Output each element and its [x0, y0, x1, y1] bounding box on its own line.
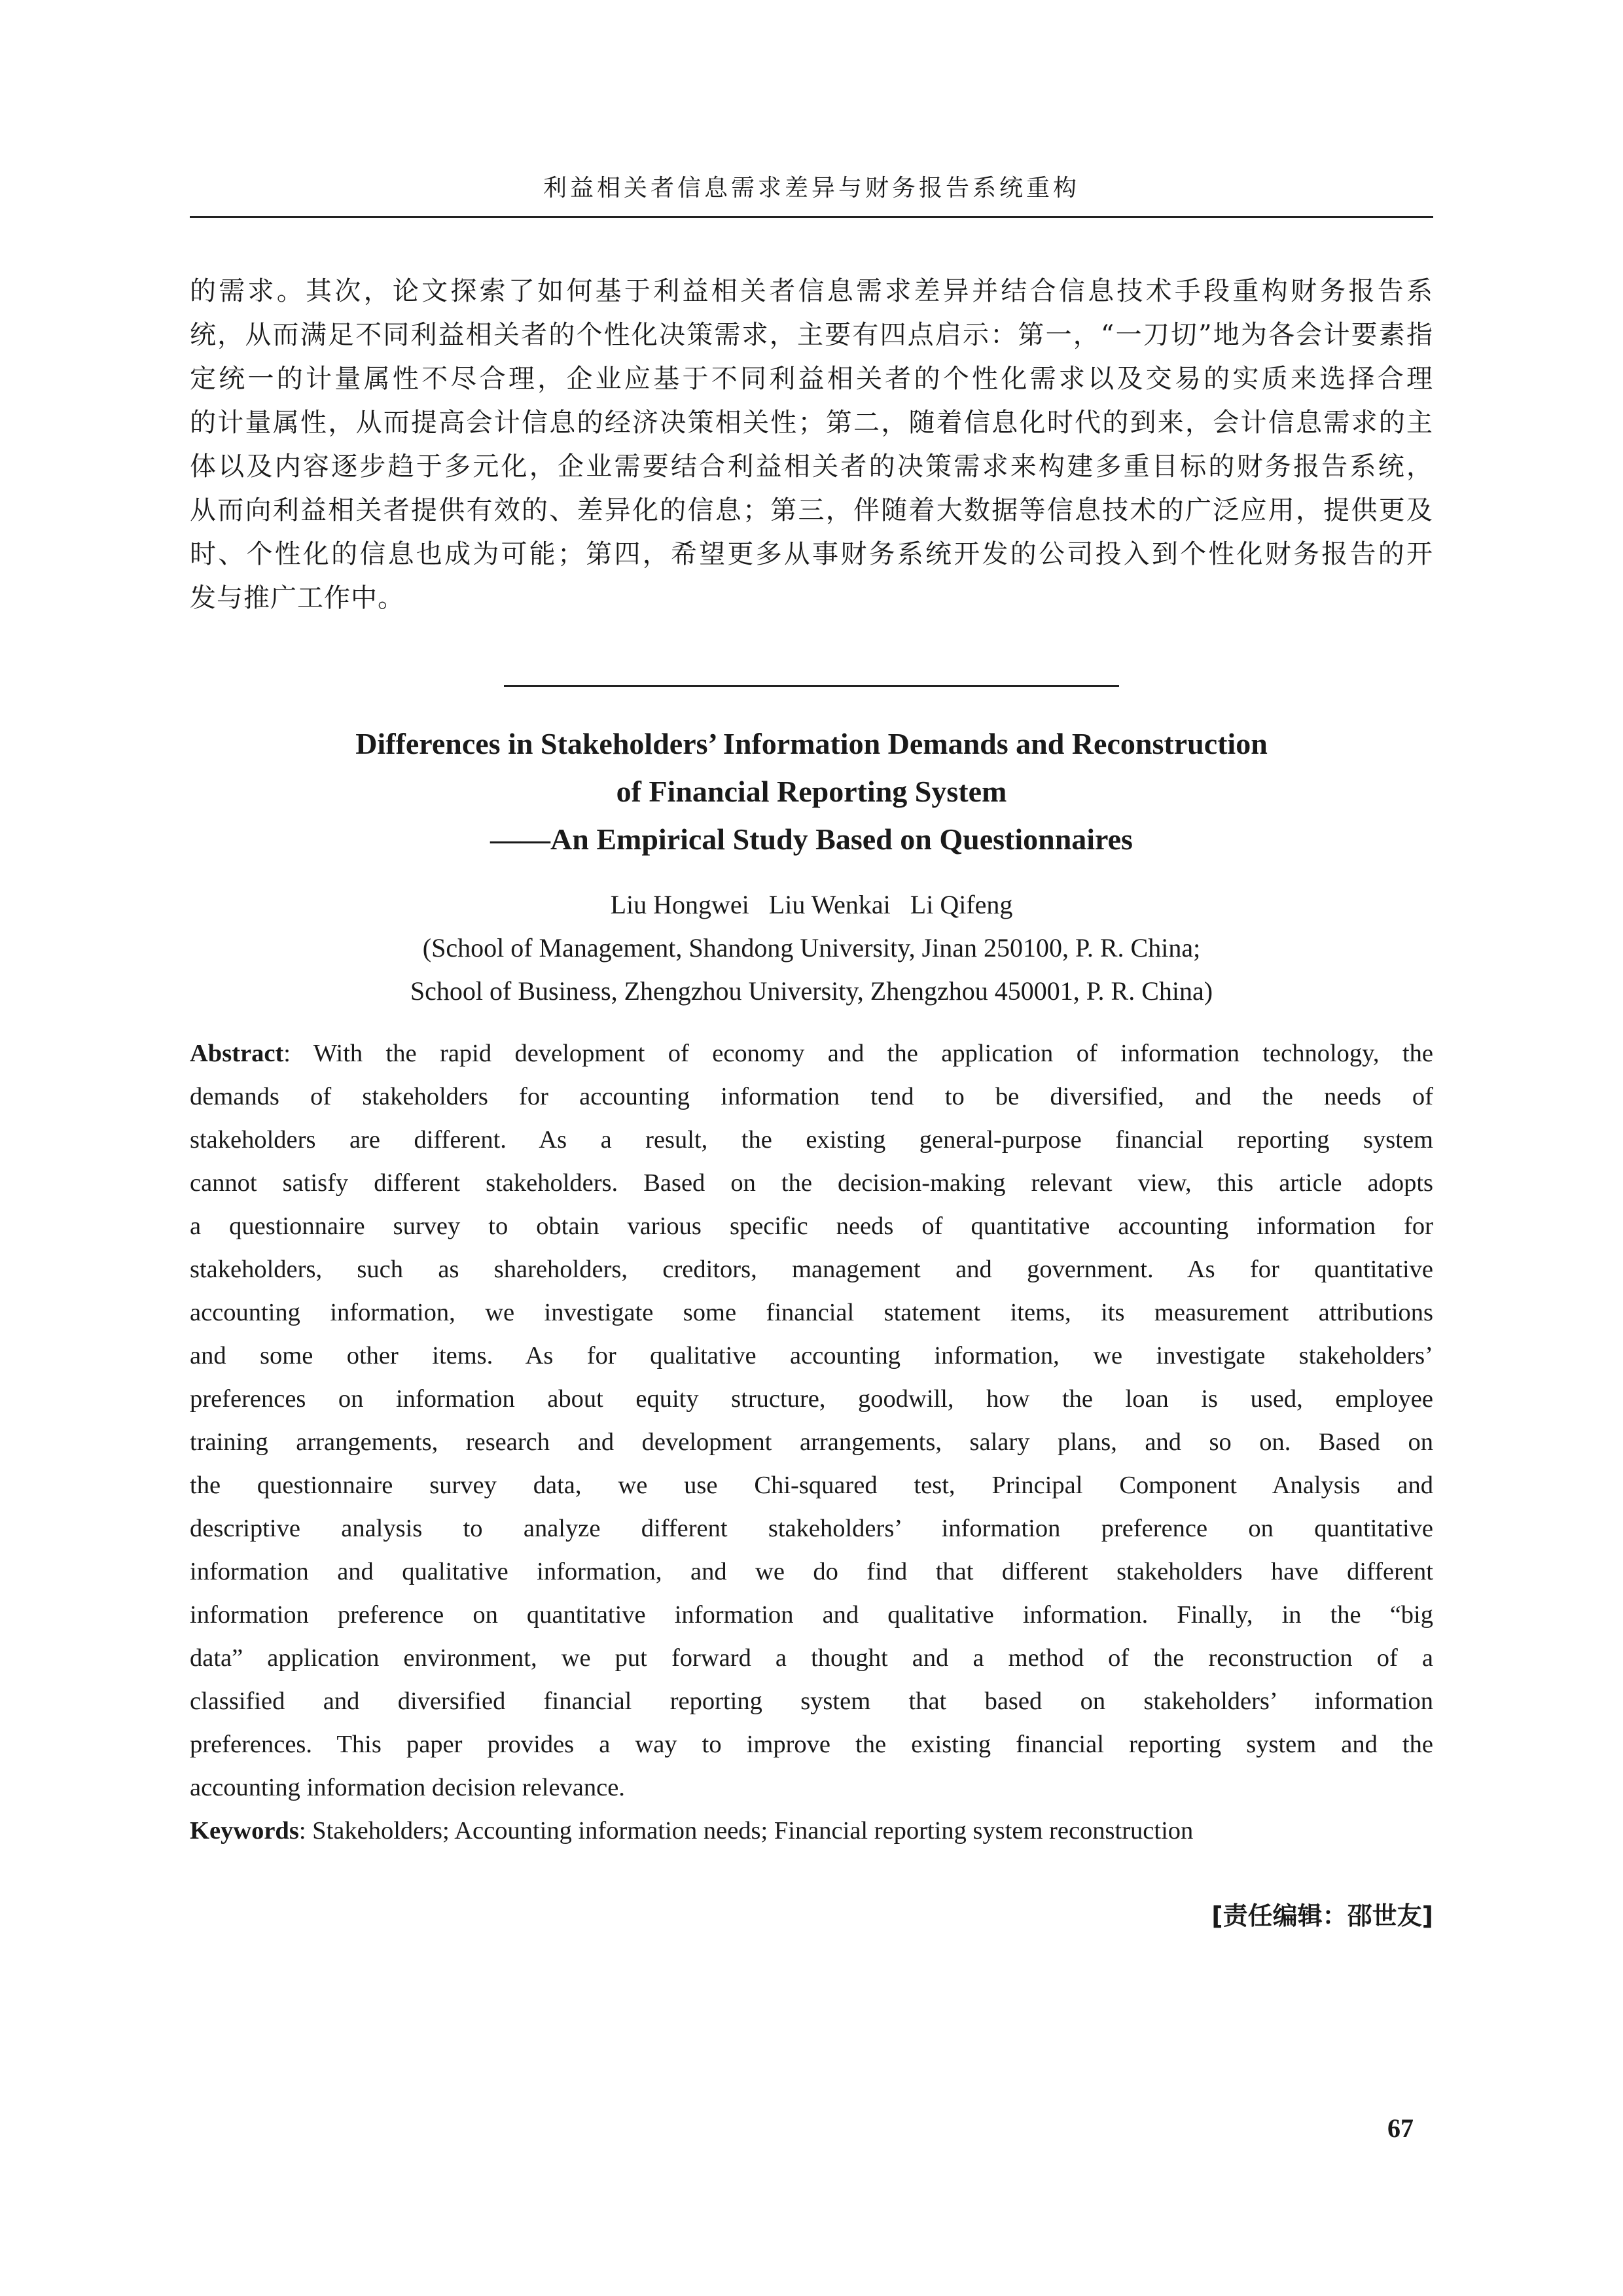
abstract-line: preferences. This paper provides a way to improve the existing financial reporting system and the	[190, 1731, 1433, 1758]
chinese-paragraph-line: 发与推广工作中。	[190, 583, 404, 613]
abstract-line: stakeholders, such as shareholders, creditors, management and government. As for quantitative	[190, 1256, 1433, 1283]
header-rule	[190, 216, 1433, 218]
chinese-paragraph-line: 时、个性化的信息也成为可能；第四，希望更多从事财务系统开发的公司投入到个性化财务报告的开	[190, 539, 1433, 569]
abstract-line: data” application environment, we put forward a thought and a method of the reconstruction of a	[190, 1644, 1433, 1672]
page-number: 67	[1387, 2113, 1414, 2143]
author-names: Liu Hongwei Liu Wenkai Li Qifeng	[610, 890, 1013, 919]
abstract-line: demands of stakeholders for accounting information tend to be diversified, and the needs of	[190, 1083, 1433, 1110]
affiliation-line: (School of Management, Shandong University, Jinan 250100, P. R. China;	[422, 933, 1201, 963]
keywords-text: Stakeholders; Accounting information needs; Financial reporting system reconstruction	[312, 1817, 1194, 1845]
abstract-line: information and qualitative information, and we do find that different stakeholders have different	[190, 1558, 1433, 1585]
chinese-paragraph-line: 的需求。其次，论文探索了如何基于利益相关者信息需求差异并结合信息技术手段重构财务报告系	[190, 276, 1433, 306]
abstract-line: preferences on information about equity structure, goodwill, how the loan is used, employee	[190, 1385, 1433, 1413]
english-subtitle: ——An Empirical Study Based on Questionnaires	[490, 822, 1133, 856]
abstract-line: a questionnaire survey to obtain various specific needs of quantitative accounting information for	[190, 1212, 1433, 1240]
keywords-label-separator: :	[298, 1817, 313, 1845]
keywords-label: Keywords	[190, 1817, 299, 1845]
chinese-paragraph-line: 的计量属性，从而提高会计信息的经济决策相关性；第二，随着信息化时代的到来，会计信息需求的主	[190, 408, 1433, 438]
english-title-line: of Financial Reporting System	[616, 775, 1007, 808]
abstract-line: classified and diversified financial reporting system that based on stakeholders’ information	[190, 1687, 1433, 1715]
abstract-label-separator: :	[283, 1040, 313, 1067]
author-block	[190, 883, 1433, 1013]
chinese-paragraph-line: 体以及内容逐步趋于多元化，企业需要结合利益相关者的决策需求来构建多重目标的财务报告系统，	[190, 451, 1433, 482]
abstract-line: descriptive analysis to analyze different stakeholders’ information preference on quantitative	[190, 1515, 1433, 1542]
keywords-line	[190, 1809, 1433, 1852]
section-divider	[504, 685, 1119, 687]
abstract-line: cannot satisfy different stakeholders. Based on the decision-making relevant view, this article adopts	[190, 1169, 1433, 1197]
chinese-paragraph	[190, 270, 1433, 620]
abstract-line	[190, 1032, 1433, 1075]
chinese-paragraph-line: 定统一的计量属性不尽合理，企业应基于不同利益相关者的个性化需求以及交易的实质来选择合理	[190, 364, 1433, 394]
abstract-block	[190, 1032, 1433, 1852]
abstract-label: Abstract	[190, 1040, 284, 1067]
affiliation-line: School of Business, Zhengzhou University, Zhengzhou 450001, P. R. China)	[410, 976, 1213, 1006]
chinese-paragraph-line: 统，从而满足不同利益相关者的个性化决策需求，主要有四点启示：第一，“一刀切”地为各会计要素指	[190, 320, 1433, 350]
english-title	[190, 720, 1433, 863]
abstract-line: accounting information, we investigate some financial statement items, its measurement attributions	[190, 1299, 1433, 1326]
abstract-text: With the rapid development of economy and the application of information technology, the	[313, 1040, 1433, 1067]
abstract-line: the questionnaire survey data, we use Chi-squared test, Principal Component Analysis and	[190, 1472, 1433, 1499]
responsible-editor-note: [责任编辑：邵世友]	[1211, 1901, 1433, 1930]
english-title-line: Differences in Stakeholders’ Information Demands and Reconstruction	[355, 727, 1268, 760]
abstract-line: training arrangements, research and development arrangements, salary plans, and so on. Based on	[190, 1428, 1433, 1456]
abstract-line: accounting information decision relevance.	[190, 1774, 625, 1801]
abstract-line: and some other items. As for qualitative accounting information, we investigate stakeholders’	[190, 1342, 1433, 1369]
abstract-line: stakeholders are different. As a result, the existing general-purpose financial reporting system	[190, 1126, 1433, 1154]
chinese-paragraph-line: 从而向利益相关者提供有效的、差异化的信息；第三，伴随着大数据等信息技术的广泛应用，提供更及	[190, 495, 1433, 525]
running-header: 利益相关者信息需求差异与财务报告系统重构	[543, 175, 1080, 202]
abstract-line: information preference on quantitative information and qualitative information. Finally, in the “big	[190, 1601, 1433, 1629]
